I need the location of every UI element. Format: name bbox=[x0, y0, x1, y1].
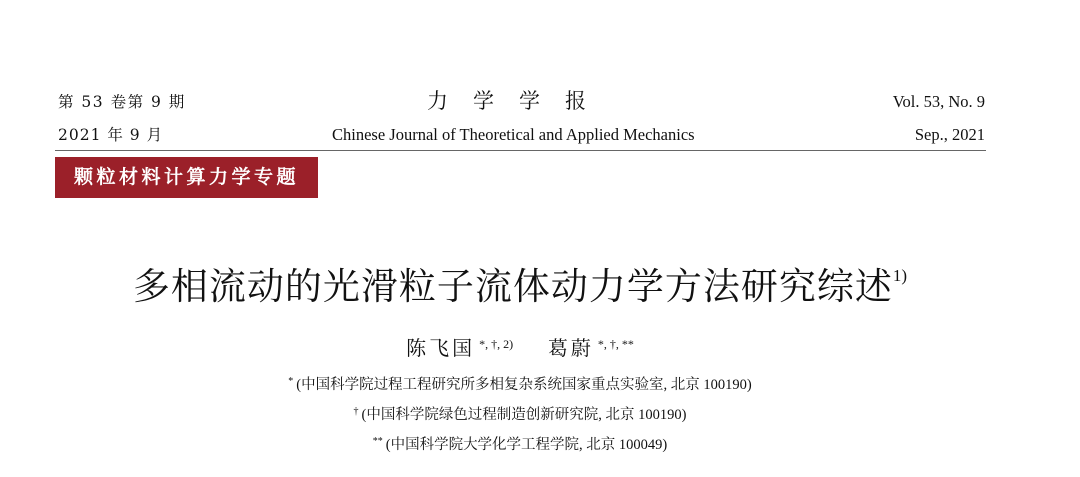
author-marks: *, †, ** bbox=[597, 337, 634, 351]
affiliation-mark: ** bbox=[372, 436, 383, 447]
header-date-cn: 2021 年 9 月 bbox=[58, 126, 164, 144]
affiliation-text: (中国科学院大学化学工程学院, 北京 100049) bbox=[385, 437, 668, 453]
header-volume-cn: 第 53 卷第 9 期 bbox=[58, 93, 186, 111]
author-name: 葛蔚 bbox=[547, 336, 594, 360]
affiliation-text: (中国科学院过程工程研究所多相复杂系统国家重点实验室, 北京 100190) bbox=[296, 377, 752, 393]
affiliation bbox=[0, 372, 1040, 395]
affiliation bbox=[0, 402, 1040, 425]
affiliation-text: (中国科学院绿色过程制造创新研究院, 北京 100190) bbox=[361, 407, 687, 423]
header-journal-en: Chinese Journal of Theoretical and Applied Mechanics bbox=[332, 125, 695, 144]
header-journal-cn: 力学学报 bbox=[427, 89, 611, 113]
article-title bbox=[0, 252, 1040, 311]
author-line bbox=[0, 330, 1040, 362]
affiliation bbox=[0, 432, 1040, 455]
author-marks: *, †, 2) bbox=[479, 337, 514, 351]
affiliation-mark: † bbox=[353, 406, 359, 417]
header-date-en: Sep., 2021 bbox=[914, 125, 985, 144]
header-rule bbox=[55, 150, 986, 151]
author-name: 陈飞国 bbox=[406, 336, 476, 360]
section-banner: 颗粒材料计算力学专题 bbox=[55, 157, 318, 198]
header-volume-en: Vol. 53, No. 9 bbox=[892, 92, 985, 111]
article-title-text: 多相流动的光滑粒子流体动力学方法研究综述 bbox=[132, 265, 893, 308]
affiliation-mark: * bbox=[288, 376, 294, 387]
title-footnote-mark: 1) bbox=[892, 266, 908, 285]
